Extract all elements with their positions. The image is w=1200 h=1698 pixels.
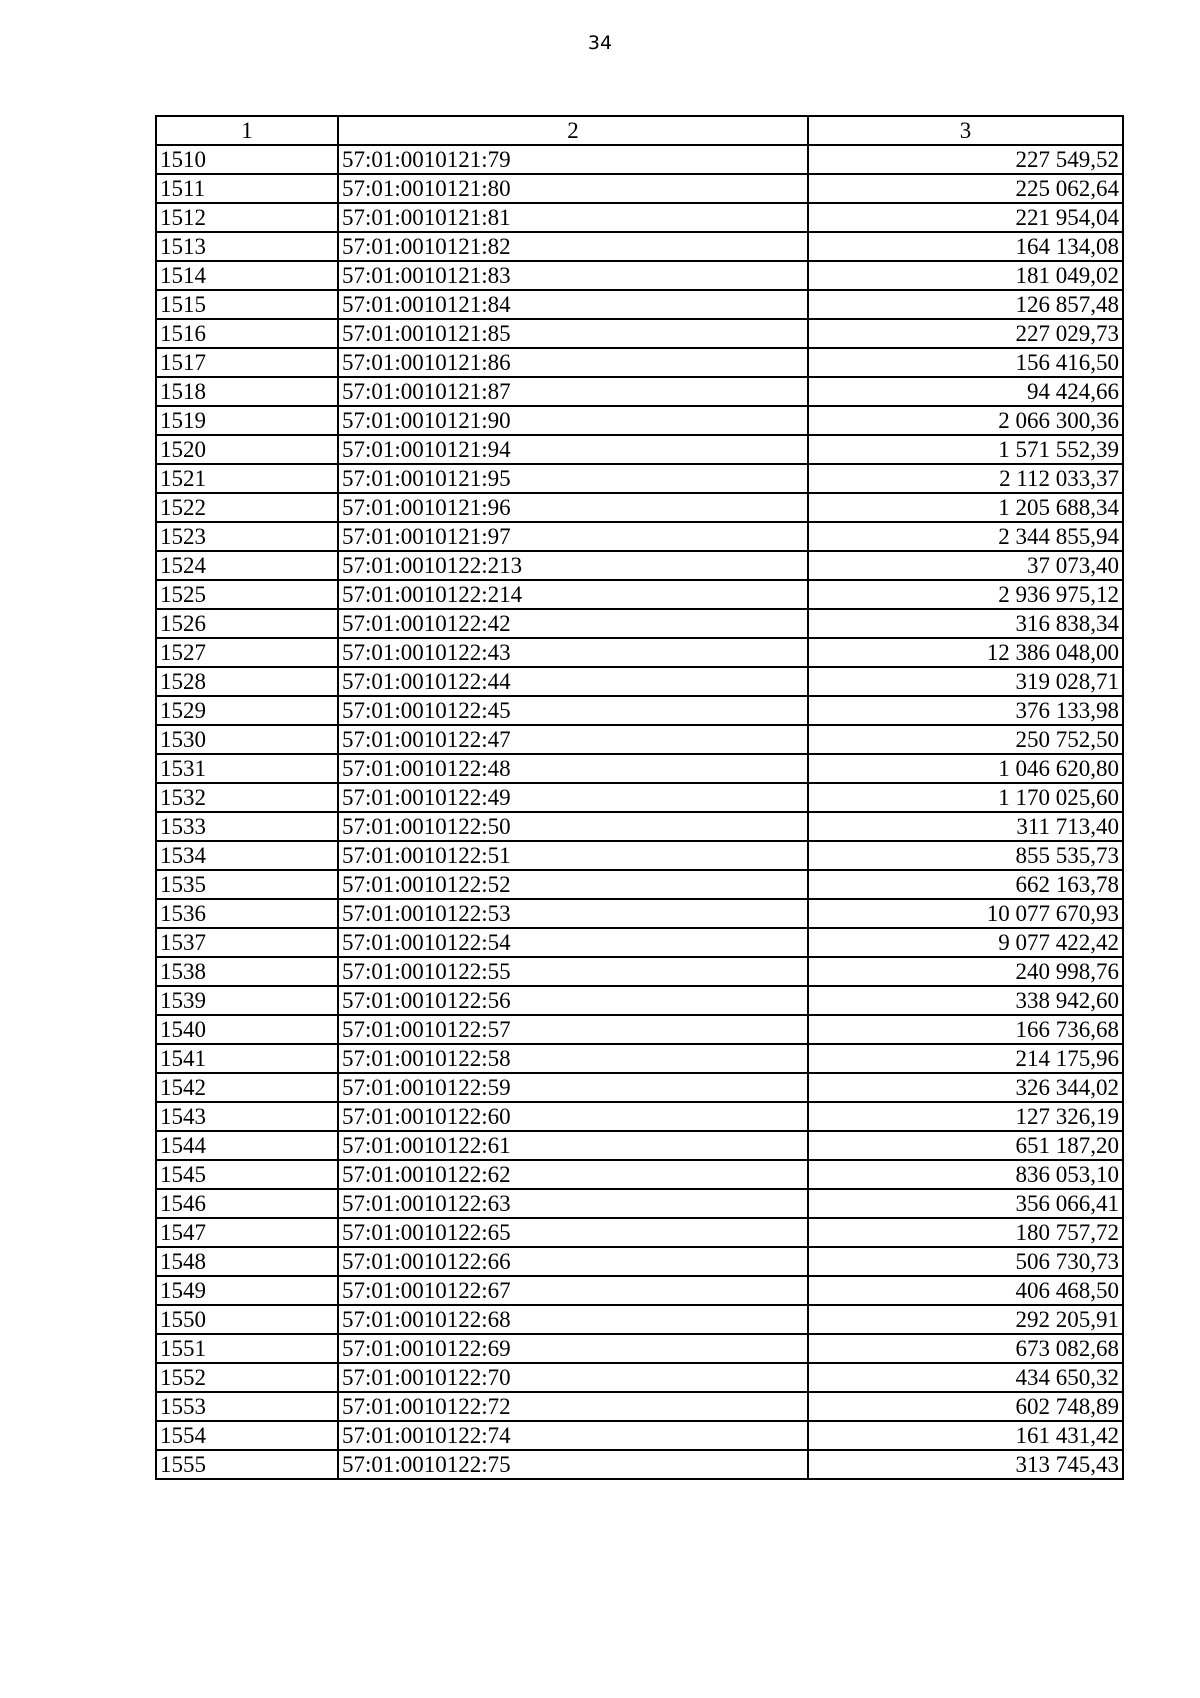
- cadastral-value-cell: 313 745,43: [808, 1450, 1123, 1479]
- table-row: [156, 1305, 1123, 1334]
- cadastral-value-cell: 9 077 422,42: [808, 928, 1123, 957]
- cadastral-value-cell: 1 046 620,80: [808, 754, 1123, 783]
- cadastral-value-cell: 434 650,32: [808, 1363, 1123, 1392]
- cadastral-number-cell: 57:01:0010122:49: [338, 783, 808, 812]
- cadastral-number-cell: 57:01:0010122:58: [338, 1044, 808, 1073]
- table-row: [156, 232, 1123, 261]
- row-number-cell: 1523: [156, 522, 338, 551]
- table-row: [156, 1131, 1123, 1160]
- cadastral-value-cell: 602 748,89: [808, 1392, 1123, 1421]
- table-row: [156, 406, 1123, 435]
- cadastral-number-cell: 57:01:0010121:97: [338, 522, 808, 551]
- table-row: [156, 812, 1123, 841]
- table-row: [156, 754, 1123, 783]
- row-number-cell: 1547: [156, 1218, 338, 1247]
- cadastral-number-cell: 57:01:0010122:213: [338, 551, 808, 580]
- cadastral-number-cell: 57:01:0010121:81: [338, 203, 808, 232]
- row-number-cell: 1517: [156, 348, 338, 377]
- table-row: [156, 493, 1123, 522]
- cadastral-number-cell: 57:01:0010121:96: [338, 493, 808, 522]
- cadastral-value-cell: 156 416,50: [808, 348, 1123, 377]
- cadastral-value-cell: 127 326,19: [808, 1102, 1123, 1131]
- cadastral-value-cell: 180 757,72: [808, 1218, 1123, 1247]
- page-number: 34: [587, 32, 613, 54]
- cadastral-value-cell: 1 170 025,60: [808, 783, 1123, 812]
- row-number-cell: 1544: [156, 1131, 338, 1160]
- header-row: [156, 116, 1123, 145]
- table-row: [156, 1160, 1123, 1189]
- cadastral-value-cell: 338 942,60: [808, 986, 1123, 1015]
- table-row: [156, 580, 1123, 609]
- cadastral-value-cell: 221 954,04: [808, 203, 1123, 232]
- cadastral-number-cell: 57:01:0010122:59: [338, 1073, 808, 1102]
- cadastral-number-cell: 57:01:0010122:52: [338, 870, 808, 899]
- cadastral-value-cell: 227 549,52: [808, 145, 1123, 174]
- cadastral-value-cell: 181 049,02: [808, 261, 1123, 290]
- row-number-cell: 1513: [156, 232, 338, 261]
- cadastral-value-cell: 2 936 975,12: [808, 580, 1123, 609]
- row-number-cell: 1511: [156, 174, 338, 203]
- table-row: [156, 1015, 1123, 1044]
- column-header-2: 2: [338, 116, 808, 145]
- cadastral-number-cell: 57:01:0010122:45: [338, 696, 808, 725]
- cadastral-number-cell: 57:01:0010121:80: [338, 174, 808, 203]
- table-row: [156, 377, 1123, 406]
- table-row: [156, 348, 1123, 377]
- cadastral-number-cell: 57:01:0010122:68: [338, 1305, 808, 1334]
- table-row: [156, 1044, 1123, 1073]
- cadastral-value-cell: 662 163,78: [808, 870, 1123, 899]
- cadastral-number-cell: 57:01:0010121:84: [338, 290, 808, 319]
- table-row: [156, 1334, 1123, 1363]
- table-row: [156, 1363, 1123, 1392]
- row-number-cell: 1520: [156, 435, 338, 464]
- table-row: [156, 290, 1123, 319]
- cadastral-number-cell: 57:01:0010122:43: [338, 638, 808, 667]
- cadastral-number-cell: 57:01:0010122:69: [338, 1334, 808, 1363]
- row-number-cell: 1514: [156, 261, 338, 290]
- table-row: [156, 435, 1123, 464]
- table-row: [156, 957, 1123, 986]
- table-row: [156, 1421, 1123, 1450]
- row-number-cell: 1529: [156, 696, 338, 725]
- table-row: [156, 522, 1123, 551]
- row-number-cell: 1539: [156, 986, 338, 1015]
- row-number-cell: 1534: [156, 841, 338, 870]
- cadastral-number-cell: 57:01:0010121:90: [338, 406, 808, 435]
- cadastral-number-cell: 57:01:0010121:95: [338, 464, 808, 493]
- cadastral-value-cell: 166 736,68: [808, 1015, 1123, 1044]
- cadastral-value-cell: 10 077 670,93: [808, 899, 1123, 928]
- cadastral-value-cell: 506 730,73: [808, 1247, 1123, 1276]
- cadastral-value-cell: 356 066,41: [808, 1189, 1123, 1218]
- table-row: [156, 1450, 1123, 1479]
- row-number-cell: 1545: [156, 1160, 338, 1189]
- table-row: [156, 261, 1123, 290]
- cadastral-value-cell: 126 857,48: [808, 290, 1123, 319]
- row-number-cell: 1531: [156, 754, 338, 783]
- row-number-cell: 1528: [156, 667, 338, 696]
- cadastral-number-cell: 57:01:0010121:94: [338, 435, 808, 464]
- row-number-cell: 1518: [156, 377, 338, 406]
- table-header: [156, 116, 1123, 145]
- row-number-cell: 1535: [156, 870, 338, 899]
- cadastral-number-cell: 57:01:0010122:61: [338, 1131, 808, 1160]
- row-number-cell: 1522: [156, 493, 338, 522]
- cadastral-number-cell: 57:01:0010121:83: [338, 261, 808, 290]
- cadastral-value-cell: 836 053,10: [808, 1160, 1123, 1189]
- table-row: [156, 899, 1123, 928]
- table-row: [156, 638, 1123, 667]
- row-number-cell: 1552: [156, 1363, 338, 1392]
- row-number-cell: 1549: [156, 1276, 338, 1305]
- cadastral-number-cell: 57:01:0010122:48: [338, 754, 808, 783]
- table-row: [156, 783, 1123, 812]
- cadastral-number-cell: 57:01:0010122:51: [338, 841, 808, 870]
- cadastral-value-cell: 2 344 855,94: [808, 522, 1123, 551]
- table-body: [156, 145, 1123, 1479]
- cadastral-value-cell: 214 175,96: [808, 1044, 1123, 1073]
- table-row: [156, 609, 1123, 638]
- cadastral-number-cell: 57:01:0010122:63: [338, 1189, 808, 1218]
- cadastral-value-cell: 326 344,02: [808, 1073, 1123, 1102]
- row-number-cell: 1541: [156, 1044, 338, 1073]
- cadastral-value-cell: 316 838,34: [808, 609, 1123, 638]
- row-number-cell: 1554: [156, 1421, 338, 1450]
- cadastral-value-cell: 94 424,66: [808, 377, 1123, 406]
- cadastral-value-cell: 227 029,73: [808, 319, 1123, 348]
- cadastral-value-cell: 311 713,40: [808, 812, 1123, 841]
- row-number-cell: 1542: [156, 1073, 338, 1102]
- cadastral-value-cell: 319 028,71: [808, 667, 1123, 696]
- row-number-cell: 1524: [156, 551, 338, 580]
- cadastral-number-cell: 57:01:0010122:54: [338, 928, 808, 957]
- cadastral-number-cell: 57:01:0010121:87: [338, 377, 808, 406]
- cadastral-value-cell: 673 082,68: [808, 1334, 1123, 1363]
- table-row: [156, 1102, 1123, 1131]
- column-header-3: 3: [808, 116, 1123, 145]
- cadastral-number-cell: 57:01:0010121:86: [338, 348, 808, 377]
- cadastral-number-cell: 57:01:0010122:56: [338, 986, 808, 1015]
- cadastral-value-table: [155, 115, 1124, 1480]
- cadastral-value-cell: 651 187,20: [808, 1131, 1123, 1160]
- row-number-cell: 1516: [156, 319, 338, 348]
- cadastral-value-cell: 12 386 048,00: [808, 638, 1123, 667]
- row-number-cell: 1536: [156, 899, 338, 928]
- row-number-cell: 1533: [156, 812, 338, 841]
- cadastral-number-cell: 57:01:0010122:75: [338, 1450, 808, 1479]
- cadastral-value-cell: 1 571 552,39: [808, 435, 1123, 464]
- table-row: [156, 841, 1123, 870]
- cadastral-number-cell: 57:01:0010122:47: [338, 725, 808, 754]
- cadastral-number-cell: 57:01:0010122:66: [338, 1247, 808, 1276]
- row-number-cell: 1527: [156, 638, 338, 667]
- cadastral-number-cell: 57:01:0010122:72: [338, 1392, 808, 1421]
- cadastral-number-cell: 57:01:0010122:55: [338, 957, 808, 986]
- table-row: [156, 725, 1123, 754]
- cadastral-value-cell: 164 134,08: [808, 232, 1123, 261]
- table-row: [156, 1276, 1123, 1305]
- table-row: [156, 145, 1123, 174]
- column-header-1: 1: [156, 116, 338, 145]
- row-number-cell: 1519: [156, 406, 338, 435]
- row-number-cell: 1540: [156, 1015, 338, 1044]
- row-number-cell: 1525: [156, 580, 338, 609]
- cadastral-value-cell: 292 205,91: [808, 1305, 1123, 1334]
- cadastral-value-cell: 161 431,42: [808, 1421, 1123, 1450]
- table-row: [156, 928, 1123, 957]
- cadastral-value-cell: 2 066 300,36: [808, 406, 1123, 435]
- cadastral-number-cell: 57:01:0010121:82: [338, 232, 808, 261]
- cadastral-value-cell: 1 205 688,34: [808, 493, 1123, 522]
- cadastral-number-cell: 57:01:0010122:50: [338, 812, 808, 841]
- table-row: [156, 1392, 1123, 1421]
- row-number-cell: 1537: [156, 928, 338, 957]
- row-number-cell: 1538: [156, 957, 338, 986]
- row-number-cell: 1553: [156, 1392, 338, 1421]
- table-row: [156, 1189, 1123, 1218]
- table-row: [156, 667, 1123, 696]
- cadastral-number-cell: 57:01:0010122:65: [338, 1218, 808, 1247]
- cadastral-number-cell: 57:01:0010122:67: [338, 1276, 808, 1305]
- cadastral-number-cell: 57:01:0010122:70: [338, 1363, 808, 1392]
- cadastral-number-cell: 57:01:0010122:214: [338, 580, 808, 609]
- table-row: [156, 203, 1123, 232]
- cadastral-value-cell: 225 062,64: [808, 174, 1123, 203]
- row-number-cell: 1512: [156, 203, 338, 232]
- row-number-cell: 1530: [156, 725, 338, 754]
- cadastral-number-cell: 57:01:0010122:42: [338, 609, 808, 638]
- cadastral-value-cell: 855 535,73: [808, 841, 1123, 870]
- row-number-cell: 1510: [156, 145, 338, 174]
- table-row: [156, 1073, 1123, 1102]
- table-row: [156, 174, 1123, 203]
- cadastral-value-cell: 2 112 033,37: [808, 464, 1123, 493]
- table-row: [156, 986, 1123, 1015]
- cadastral-value-cell: 240 998,76: [808, 957, 1123, 986]
- row-number-cell: 1532: [156, 783, 338, 812]
- table-row: [156, 1247, 1123, 1276]
- row-number-cell: 1555: [156, 1450, 338, 1479]
- cadastral-value-cell: 376 133,98: [808, 696, 1123, 725]
- cadastral-number-cell: 57:01:0010121:79: [338, 145, 808, 174]
- cadastral-number-cell: 57:01:0010122:62: [338, 1160, 808, 1189]
- row-number-cell: 1521: [156, 464, 338, 493]
- table-row: [156, 870, 1123, 899]
- table-row: [156, 319, 1123, 348]
- row-number-cell: 1546: [156, 1189, 338, 1218]
- table-row: [156, 1218, 1123, 1247]
- cadastral-number-cell: 57:01:0010121:85: [338, 319, 808, 348]
- row-number-cell: 1543: [156, 1102, 338, 1131]
- cadastral-number-cell: 57:01:0010122:53: [338, 899, 808, 928]
- row-number-cell: 1550: [156, 1305, 338, 1334]
- cadastral-number-cell: 57:01:0010122:60: [338, 1102, 808, 1131]
- row-number-cell: 1526: [156, 609, 338, 638]
- cadastral-number-cell: 57:01:0010122:44: [338, 667, 808, 696]
- row-number-cell: 1515: [156, 290, 338, 319]
- row-number-cell: 1551: [156, 1334, 338, 1363]
- cadastral-value-cell: 406 468,50: [808, 1276, 1123, 1305]
- table-row: [156, 696, 1123, 725]
- table-row: [156, 551, 1123, 580]
- table-row: [156, 464, 1123, 493]
- row-number-cell: 1548: [156, 1247, 338, 1276]
- cadastral-number-cell: 57:01:0010122:74: [338, 1421, 808, 1450]
- cadastral-value-cell: 37 073,40: [808, 551, 1123, 580]
- cadastral-value-cell: 250 752,50: [808, 725, 1123, 754]
- cadastral-number-cell: 57:01:0010122:57: [338, 1015, 808, 1044]
